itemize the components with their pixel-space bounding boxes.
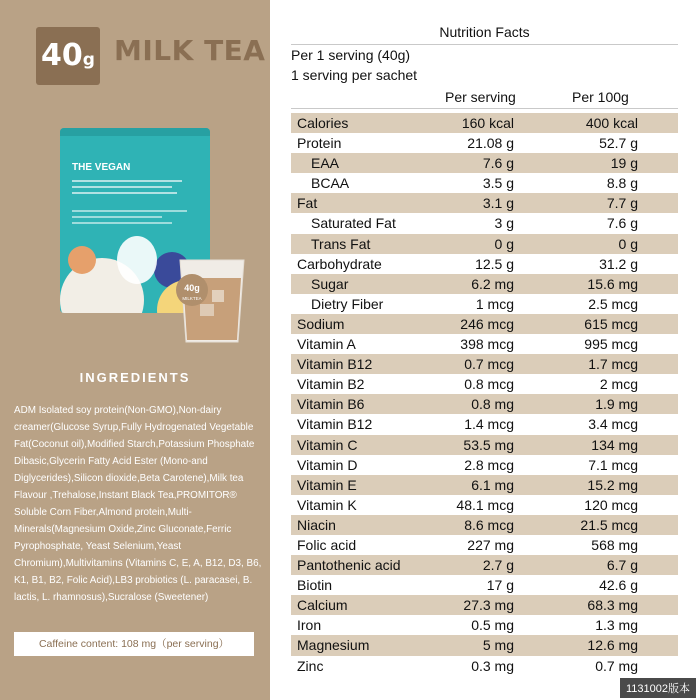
nutrient-name: Sugar [311, 275, 349, 292]
product-package-image [52, 120, 252, 350]
nutrient-name: Iron [297, 617, 322, 634]
per-serving-value: 6.1 mg [471, 476, 514, 493]
per-100g-value: 1.7 mcg [588, 356, 638, 373]
per-serving-value: 0.8 mg [471, 396, 514, 413]
nutrition-table [291, 113, 678, 676]
nutrition-title: Nutrition Facts [439, 24, 530, 40]
per-100g-value: 995 mcg [584, 336, 638, 353]
nutrient-name: Saturated Fat [311, 215, 396, 232]
nutrient-name: Biotin [297, 577, 333, 594]
table-row [291, 334, 678, 354]
per-100g-value: 400 kcal [585, 115, 638, 131]
nutrient-name: Zinc [297, 657, 324, 674]
per-serving-value: 3.1 g [482, 195, 514, 212]
table-row [291, 274, 678, 294]
per-serving-value: 398 mcg [460, 336, 514, 353]
nutrient-name: Fat [297, 195, 318, 212]
per-serving-value: 6.2 mg [471, 275, 514, 292]
serving-note: 1 serving per sachet [291, 67, 418, 83]
nutrient-name: EAA [311, 155, 340, 172]
nutrient-name: Trans Fat [311, 235, 371, 252]
table-row [291, 414, 678, 434]
nutrient-name: Pantothenic acid [297, 557, 401, 574]
ingredients-text: ADM Isolated soy protein(Non-GMO),Non-dairy creamer(Glucose Syrup,Fully Hydrogenated Vegetable Fat(Coconut oil),Modified Starch,Potassium Phosphate Dibasic,Glycerin Fatty Acid Ester (Mono-and Diglycerides),Silicon dioxide,Beta Carotene),Milk tea Flavour ,Trehalose,Instant Black Tea,PROMITOR® Soluble Corn Fiber,Almond protein,Multi-Minerals(Magnesium Oxide,Zinc Gluconate,Ferric Pyrophosphate, Yeast Selenium,Yeast Chromium),Multivitamins (Vitamins C, E, A, B12, D3, B6, K1, B1, B2, Folic Acid),LB3 probiotics (L. paracasei, B. lactis, L. rhamnosus),Sucralose (Sweetener) [14, 405, 262, 603]
per-100g-value: 2 mcg [599, 376, 638, 393]
package-brand-text: THE VEGAN [72, 162, 131, 173]
per-100g-value: 1.3 mg [595, 617, 638, 634]
table-row [291, 193, 678, 213]
nutrition-facts-panel [291, 0, 678, 700]
per-serving-value: 0.7 mcg [464, 356, 514, 373]
version-tag: 1131002版本 [620, 678, 696, 698]
table-row [291, 656, 678, 676]
per-100g-value: 120 mcg [584, 496, 638, 513]
per-serving-value: 1.4 mcg [464, 416, 514, 433]
package-weight-text: 40g [184, 283, 200, 293]
nutrient-name: Vitamin A [297, 336, 356, 353]
per-serving-value: 227 mg [467, 536, 514, 553]
per-100g-value: 615 mcg [584, 315, 638, 332]
per-100g-value: 7.1 mcg [588, 456, 638, 473]
per-serving-value: 21.08 g [467, 135, 514, 152]
per-serving-value: 246 mcg [460, 315, 514, 332]
per-100g-value: 42.6 g [599, 577, 638, 594]
table-row [291, 254, 678, 274]
table-row [291, 294, 678, 314]
product-title: MILK TEA [114, 34, 266, 67]
table-row [291, 394, 678, 414]
nutrient-name: Vitamin C [297, 436, 358, 453]
nutrient-name: Vitamin B12 [297, 356, 373, 373]
per-100g-value: 52.7 g [599, 135, 638, 152]
ingredients-heading: INGREDIENTS [79, 370, 191, 385]
table-row [291, 555, 678, 575]
nutrient-name: Vitamin B2 [297, 376, 365, 393]
per-serving-value: 3 g [494, 215, 514, 232]
per-100g-value: 6.7 g [606, 557, 638, 574]
per-100g-value: 0 g [618, 235, 638, 252]
column-header-per-100g: Per 100g [572, 89, 629, 105]
weight-badge [36, 27, 100, 85]
nutrient-name: Vitamin D [297, 456, 358, 473]
left-panel [0, 0, 270, 700]
per-serving-value: 2.8 mcg [464, 456, 514, 473]
nutrient-name: Sodium [297, 315, 345, 332]
divider [291, 108, 678, 109]
table-row [291, 234, 678, 254]
table-row [291, 374, 678, 394]
divider [291, 44, 678, 45]
nutrient-name: Protein [297, 135, 342, 152]
per-100g-value: 31.2 g [599, 255, 638, 272]
table-row [291, 535, 678, 555]
table-row [291, 515, 678, 535]
per-100g-value: 0.7 mg [595, 657, 638, 674]
nutrient-name: Magnesium [297, 637, 370, 654]
badge-unit: g [82, 50, 95, 70]
nutrient-name: Niacin [297, 516, 336, 533]
per-100g-value: 568 mg [591, 536, 638, 553]
per-100g-value: 12.6 mg [587, 637, 638, 654]
per-100g-value: 19 g [610, 155, 638, 172]
per-100g-value: 3.4 mcg [588, 416, 638, 433]
per-100g-value: 15.6 mg [587, 275, 638, 292]
per-serving-value: 0.3 mg [471, 657, 514, 674]
column-header-per-serving: Per serving [445, 89, 516, 105]
per-serving-value: 160 kcal [461, 115, 514, 131]
nutrient-name: Vitamin K [297, 496, 357, 513]
per-100g-value: 68.3 mg [587, 597, 638, 614]
table-row [291, 314, 678, 334]
per-100g-value: 15.2 mg [587, 476, 638, 493]
caffeine-content: Caffeine content: 108 mg（per serving） [14, 632, 254, 656]
table-row [291, 153, 678, 173]
per-100g-value: 1.9 mg [595, 396, 638, 413]
per-serving-value: 2.7 g [482, 557, 514, 574]
nutrient-name: Dietry Fiber [311, 295, 384, 312]
table-row [291, 595, 678, 615]
per-serving-value: 1 mcg [475, 295, 514, 312]
per-serving-value: 27.3 mg [463, 597, 514, 614]
per-serving-value: 0.5 mg [471, 617, 514, 634]
table-row [291, 173, 678, 193]
per-serving-value: 17 g [486, 577, 514, 594]
per-100g-value: 8.8 g [606, 175, 638, 192]
per-serving-value: 3.5 g [482, 175, 514, 192]
per-serving-value: 12.5 g [475, 255, 514, 272]
nutrient-name: Calcium [297, 597, 348, 614]
table-row [291, 495, 678, 515]
table-row [291, 354, 678, 374]
per-serving-value: 5 mg [482, 637, 514, 654]
nutrient-name: Vitamin B12 [297, 416, 373, 433]
per-100g-value: 7.7 g [606, 195, 638, 212]
table-row [291, 435, 678, 455]
table-row [291, 475, 678, 495]
serving-size: Per 1 serving (40g) [291, 47, 411, 63]
table-row [291, 615, 678, 635]
per-100g-value: 21.5 mcg [580, 516, 638, 533]
per-serving-value: 0 g [494, 235, 514, 252]
table-row [291, 213, 678, 233]
table-row [291, 113, 678, 133]
per-serving-value: 0.8 mcg [464, 376, 514, 393]
per-serving-value: 48.1 mcg [456, 496, 514, 513]
table-row [291, 133, 678, 153]
per-100g-value: 7.6 g [606, 215, 638, 232]
package-flavor-text: MILKTEA [182, 296, 202, 301]
nutrient-name: BCAA [311, 175, 350, 192]
table-row [291, 575, 678, 595]
per-serving-value: 7.6 g [482, 155, 514, 172]
per-100g-value: 134 mg [591, 436, 638, 453]
nutrient-name: Carbohydrate [297, 255, 382, 272]
nutrient-name: Vitamin E [297, 476, 357, 493]
badge-number: 40 [41, 38, 83, 73]
table-row [291, 635, 678, 655]
per-serving-value: 53.5 mg [463, 436, 514, 453]
per-serving-value: 8.6 mcg [464, 516, 514, 533]
nutrient-name: Vitamin B6 [297, 396, 365, 413]
nutrient-name: Calories [297, 115, 349, 131]
per-100g-value: 2.5 mcg [588, 295, 638, 312]
table-row [291, 455, 678, 475]
nutrient-name: Folic acid [297, 536, 357, 553]
